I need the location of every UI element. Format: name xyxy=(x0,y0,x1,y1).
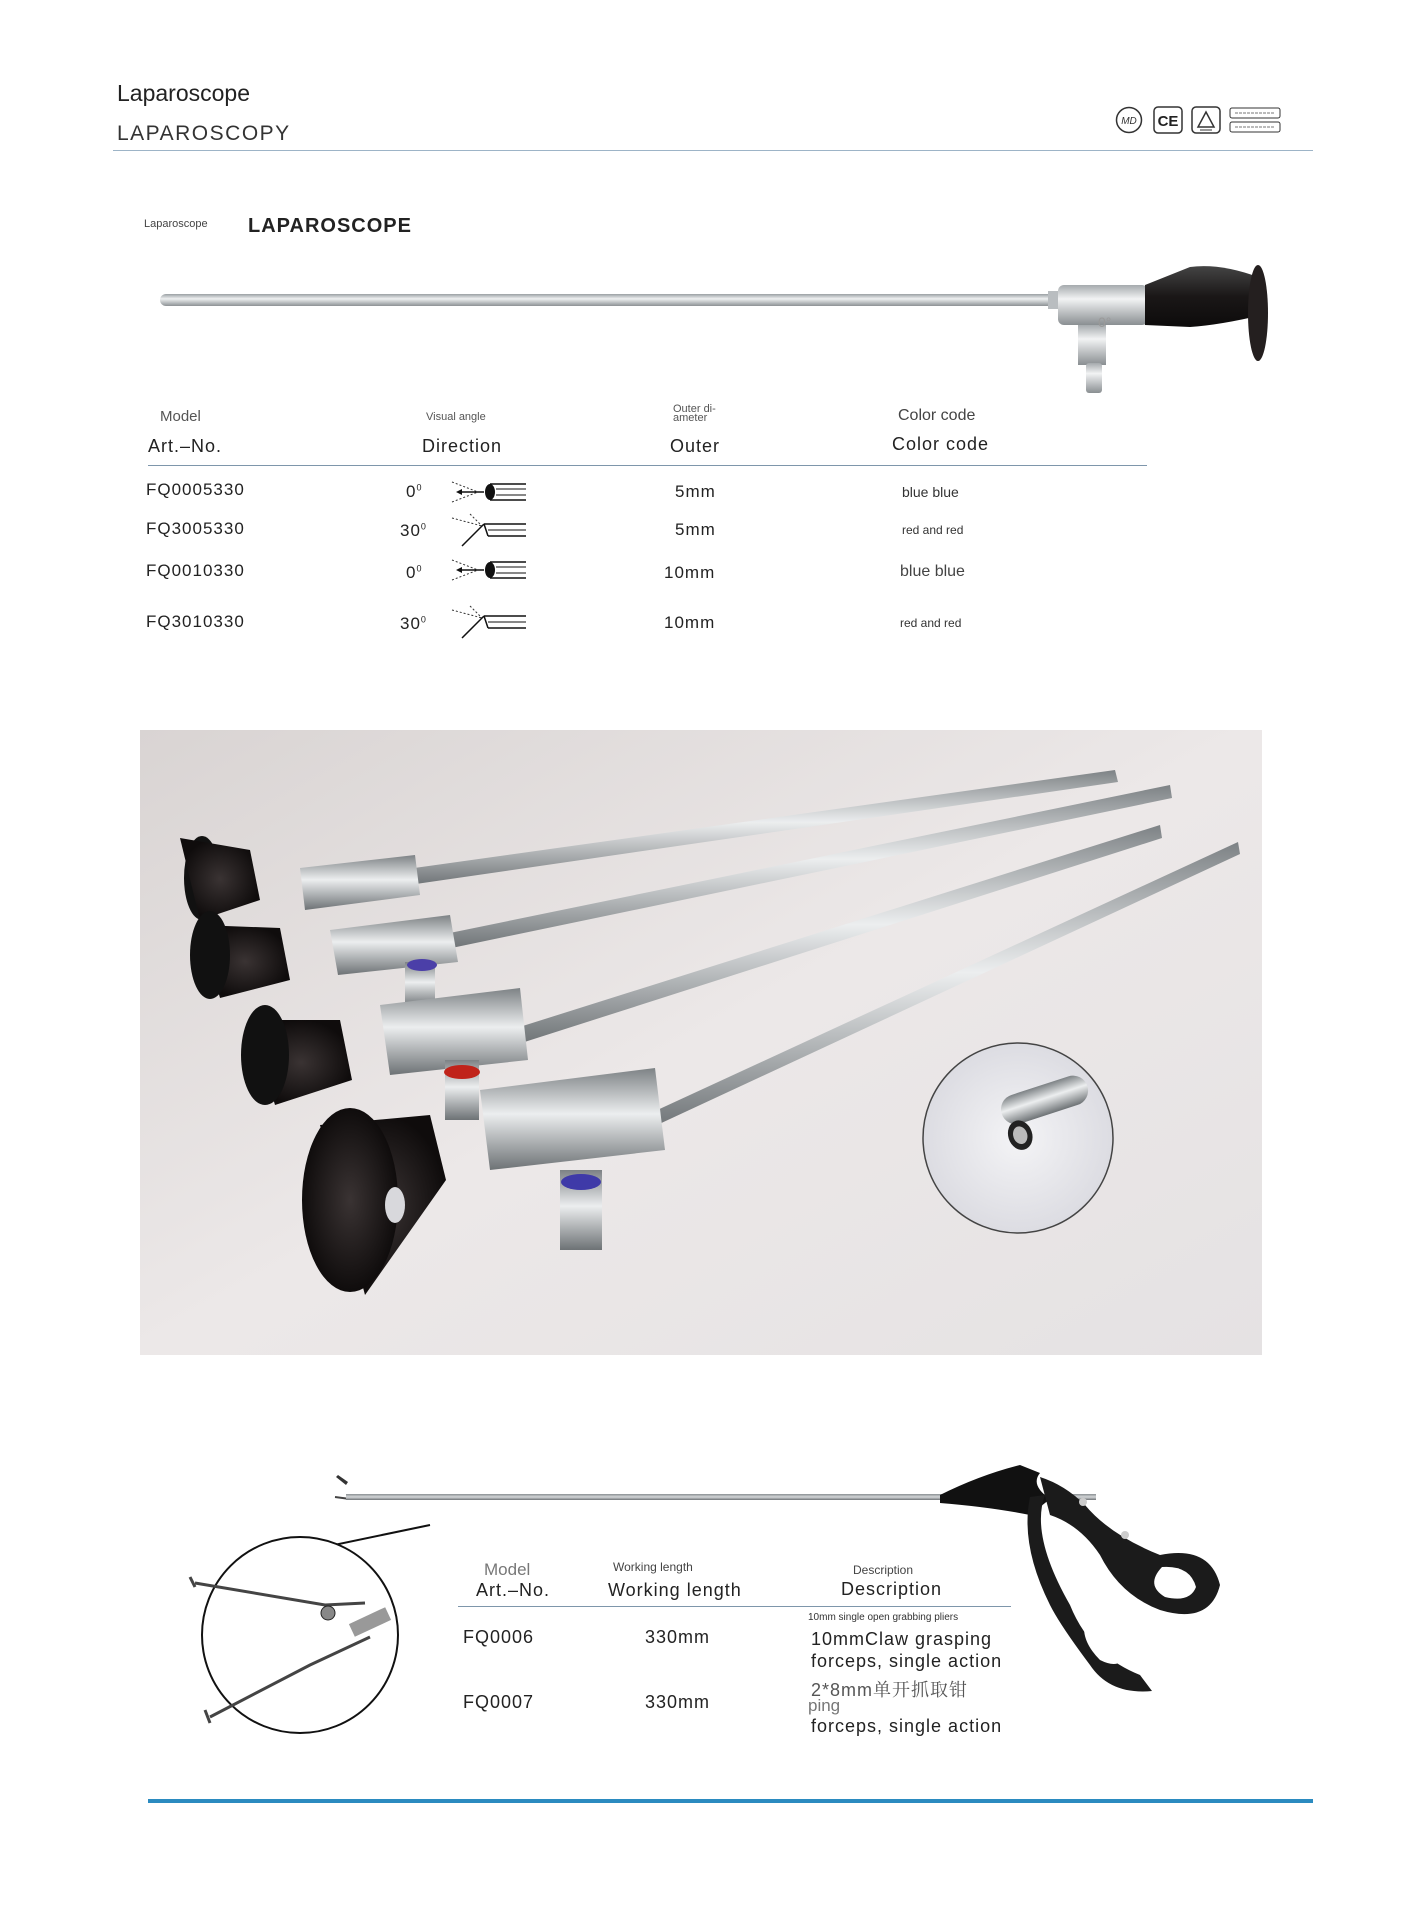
md-mark-icon xyxy=(1113,106,1145,134)
zero-degree-view-icon xyxy=(448,552,528,588)
header-art-no: Art.–No. xyxy=(148,436,223,456)
header-visual-angle-small: Visual angle xyxy=(426,411,486,423)
row-angle: $30^0$ xyxy=(400,614,427,633)
row-angle: $0^0$ xyxy=(406,563,423,582)
header-working-length-small: Working length xyxy=(613,1560,693,1574)
row-angle: $30^0$ xyxy=(400,521,427,540)
row-description-line: ping xyxy=(808,1696,841,1715)
svg-text:MD: MD xyxy=(1121,116,1137,127)
section-title: LAPAROSCOPE xyxy=(248,215,412,237)
row-outer: 10mm xyxy=(664,613,716,632)
row-description-line: forceps, single action xyxy=(811,1651,1003,1671)
row-length: 330mm xyxy=(645,1627,711,1647)
svg-text:CE: CE xyxy=(1157,113,1179,130)
header-description-small: Description xyxy=(853,1563,914,1577)
row-art-no: FQ0006 xyxy=(463,1627,535,1647)
laparoscope-illustration xyxy=(150,255,1270,425)
section-small-label: Laparoscope xyxy=(144,218,208,230)
warning-triangle-icon xyxy=(1191,106,1221,134)
header-model-small: Model xyxy=(160,408,201,425)
header-description: Description xyxy=(841,1579,943,1599)
header-working-length: Working length xyxy=(608,1580,742,1600)
row-description-small: 10mm single open grabbing pliers xyxy=(808,1612,959,1623)
row-color: blue blue xyxy=(902,484,959,500)
row-angle: $0^0$ xyxy=(406,482,423,501)
row-color: blue blue xyxy=(900,563,965,580)
iso-mark-icon xyxy=(1229,106,1281,134)
header-direction: Direction xyxy=(422,436,503,456)
header-art-no: Art.–No. xyxy=(476,1580,551,1600)
row-art-no: FQ0010330 xyxy=(146,561,245,580)
table-divider xyxy=(458,1606,1011,1607)
row-length: 330mm xyxy=(645,1692,711,1712)
header-outer-diameter-small: Outer di- ameter xyxy=(673,403,716,424)
header-color-code-small: Color code xyxy=(898,407,976,424)
footer-divider xyxy=(148,1799,1313,1803)
row-description-line: 2*8mm单开抓取钳 xyxy=(811,1680,969,1700)
row-art-no: FQ3005330 xyxy=(146,519,245,538)
page-title: Laparoscope xyxy=(117,80,250,106)
table-divider xyxy=(148,465,1147,466)
row-color: red and red xyxy=(900,616,962,630)
ce-mark-icon xyxy=(1153,106,1183,134)
row-outer: 10mm xyxy=(664,563,716,582)
row-art-no: FQ3010330 xyxy=(146,612,245,631)
row-art-no: FQ0007 xyxy=(463,1692,535,1712)
thirty-degree-view-icon xyxy=(448,512,528,548)
header-model-small: Model xyxy=(484,1560,531,1579)
row-description-line: 10mmClaw grasping xyxy=(811,1629,993,1649)
row-color: red and red xyxy=(902,523,964,537)
header-divider xyxy=(113,150,1313,151)
row-outer: 5mm xyxy=(675,482,716,501)
row-outer: 5mm xyxy=(675,520,716,539)
row-description-line: forceps, single action xyxy=(811,1716,1003,1736)
zero-degree-view-icon xyxy=(448,474,528,510)
row-art-no: FQ0005330 xyxy=(146,480,245,499)
svg-text:0°: 0° xyxy=(1098,314,1112,330)
header-color-code: Color code xyxy=(892,434,990,454)
page-subtitle: LAPAROSCOPY xyxy=(117,122,291,145)
header-outer: Outer xyxy=(670,436,721,456)
certification-marks xyxy=(1113,106,1281,134)
laparoscope-product-photo xyxy=(140,730,1262,1355)
thirty-degree-view-icon xyxy=(448,604,528,640)
